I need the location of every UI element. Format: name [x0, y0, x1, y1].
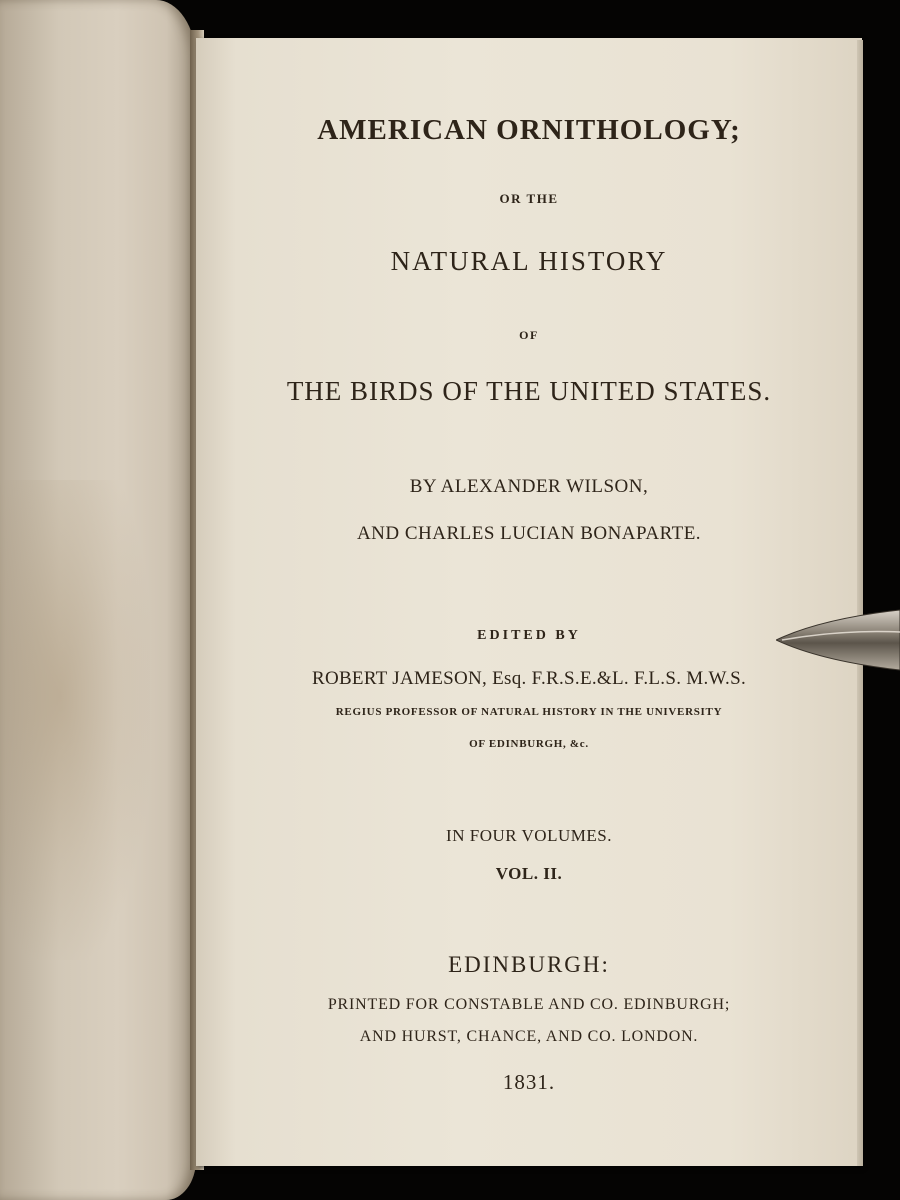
- volume-number: VOL. II.: [495, 864, 563, 883]
- volumes-line: IN FOUR VOLUMES.: [446, 826, 612, 845]
- or-the-line: OR THE: [499, 191, 559, 206]
- imprint-year: 1831.: [502, 1070, 556, 1094]
- imprint-line-2: AND HURST, CHANCE, AND CO. LONDON.: [359, 1028, 699, 1045]
- imprint-city: EDINBURGH:: [448, 952, 610, 977]
- left-page-foxing: [0, 480, 150, 960]
- metal-bookmark-icon: [776, 608, 900, 678]
- natural-history-line: NATURAL HISTORY: [390, 246, 668, 276]
- author-line-1: BY ALEXANDER WILSON,: [409, 476, 649, 497]
- book-title: AMERICAN ORNITHOLOGY;: [317, 114, 741, 146]
- subject-line: THE BIRDS OF THE UNITED STATES.: [286, 376, 772, 406]
- editor-title-line-1: REGIUS PROFESSOR OF NATURAL HISTORY IN THE UNIVERSITY: [335, 706, 723, 718]
- title-page-text: [196, 38, 862, 1166]
- editor-line: ROBERT JAMESON, Esq. F.R.S.E.&L. F.L.S. M.W.S.: [311, 668, 747, 689]
- left-page: [0, 0, 196, 1200]
- edited-by-line: EDITED BY: [477, 628, 581, 643]
- of-line: OF: [519, 328, 539, 342]
- imprint-line-1: PRINTED FOR CONSTABLE AND CO. EDINBURGH;: [327, 996, 731, 1013]
- author-line-2: AND CHARLES LUCIAN BONAPARTE.: [356, 523, 702, 544]
- editor-title-line-2: OF EDINBURGH, &c.: [469, 738, 589, 750]
